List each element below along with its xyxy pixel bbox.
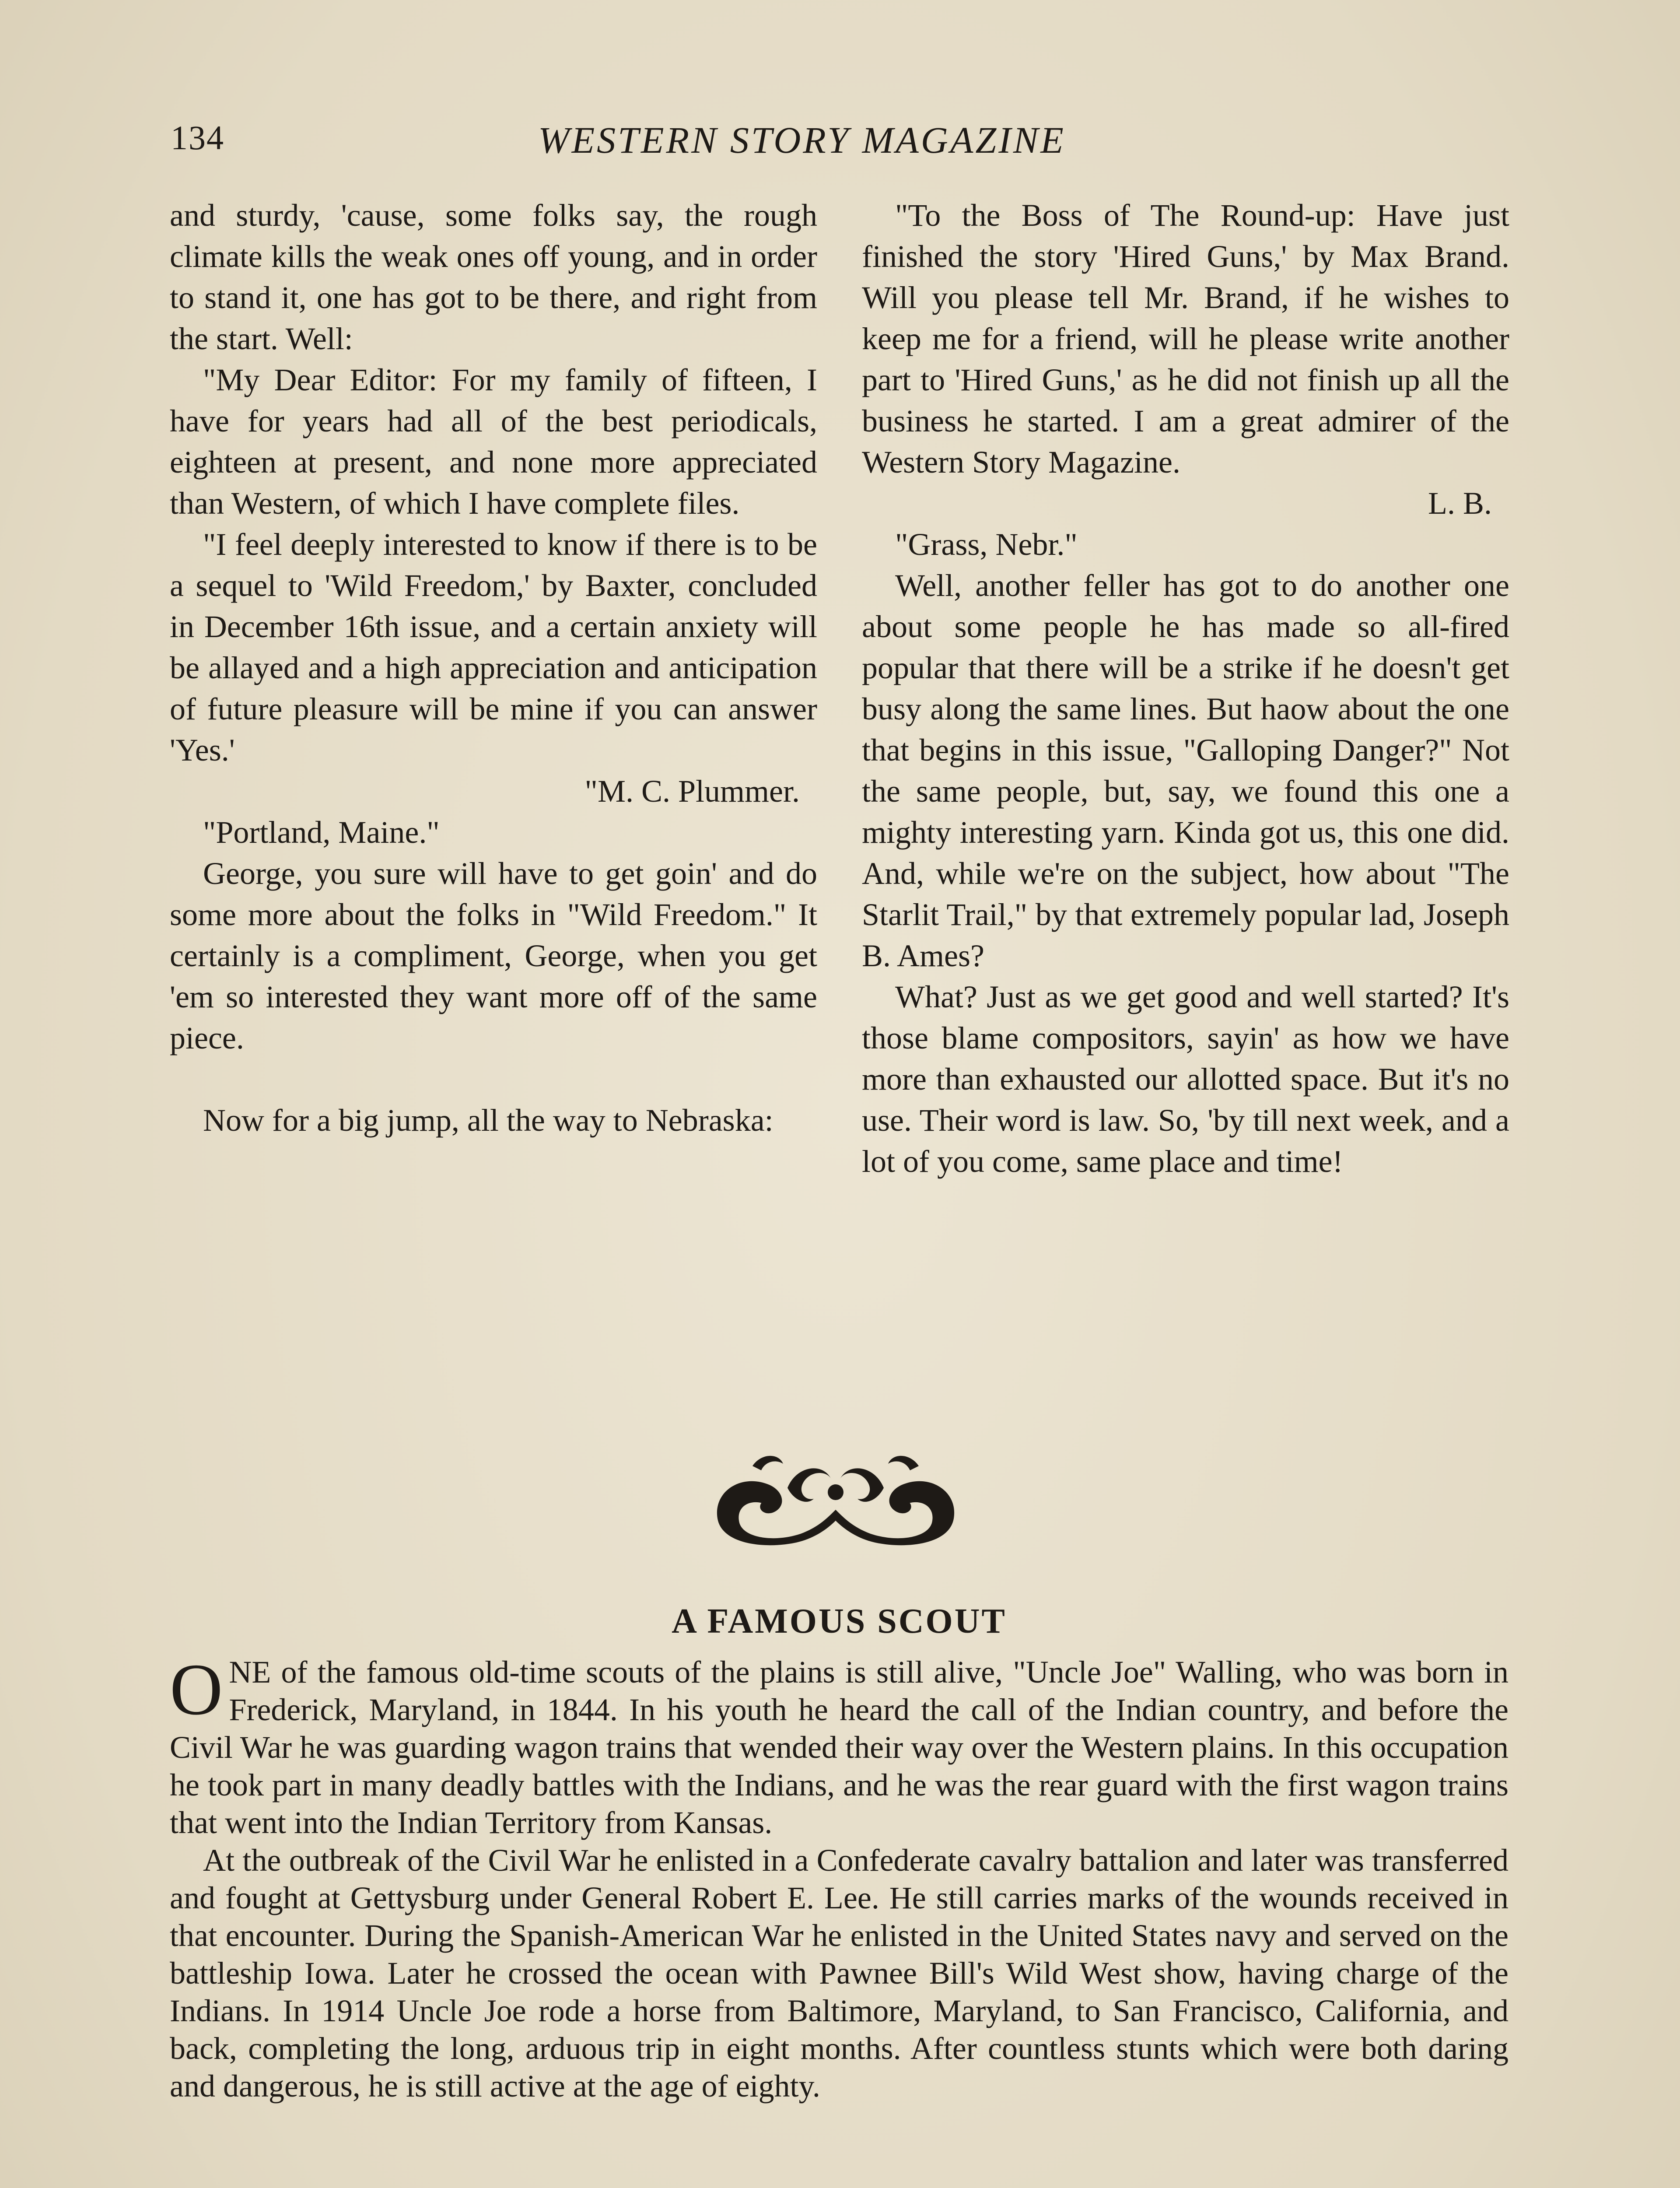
drop-cap: O [170,1649,223,1730]
letter-signature: "M. C. Plummer. [584,774,800,809]
page-header [171,118,1514,166]
right-paragraph-2: What? Just as we get good and well started? It's those blame compositors, sayin' as how we have more than exhausted our allotted space. But it's no use. Their word is law. So, 'by till next week, and a lot of you come, same place and time! [862,979,1509,1179]
article-paragraph-1-text: NE of the famous old-time scouts of the plains is still alive, "Uncle Joe" Walling, who was born in Frederick, Maryland, in 1844. In his youth he heard the call of the Indian country, and before the Civil War he was guarding wagon trains that wended their way over the Western plains. In this occupation he took part in many deadly battles with the Indians, and he was the rear guard with the first wagon trains that went into the Indian Territory from Kansas. [170,1655,1508,1840]
article-body [170,1649,1508,2105]
running-title: WESTERN STORY MAGAZINE [538,119,1066,161]
left-paragraph-1: and sturdy, 'cause, some folks say, the rough climate kills the weak ones off young, and in order to stand it, one has got to be there, and right from the start. Well: [170,198,817,356]
article-title: A FAMOUS SCOUT [672,1602,1007,1641]
right-letter-paragraph: "To the Boss of The Round-up: Have just finished the story 'Hired Guns,' by Max Brand. Will you please tell Mr. Brand, if he wishes to keep me for a friend, will he please write another part to 'Hired Guns,' as he did not finish up all the business he started. I am a great admirer of the Western Story Magazine. [862,198,1509,480]
left-column [170,195,817,1141]
right-column [862,195,1509,1182]
article-paragraph-2: At the outbreak of the Civil War he enlisted in a Confederate cavalry battalion and later was transferred and fought at Gettysburg under General Robert E. Lee. He still carries marks of the wounds received in that encounter. During the Spanish-American War he enlisted in the United States navy and served on the battleship Iowa. Later he crossed the ocean with Pawnee Bill's Wild West show, having charge of the Indians. In 1914 Uncle Joe rode a horse from Baltimore, Maryland, to San Francisco, California, and back, completing the long, arduous trip in eight months. After countless stunts which were both daring and dangerous, he is still active at the age of eighty. [170,1843,1508,2104]
left-letter-paragraph-1: "My Dear Editor: For my family of fifteen, I have for years had all of the best periodicals, eighteen at present, and none more appreciated than Western, of which I have complete files. [170,362,817,521]
letter-initials: L. B. [1428,486,1492,521]
left-paragraph-3: Now for a big jump, all the way to Nebraska: [203,1103,774,1138]
floral-scroll-ornament-icon [700,1440,971,1553]
left-paragraph-2: George, you sure will have to get goin' and do some more about the folks in "Wild Freedom." It certainly is a compliment, George, when you get 'em so interested they want more off of the same piece. [170,856,817,1055]
left-letter-paragraph-2: "I feel deeply interested to know if there is to be a sequel to 'Wild Freedom,' by Baxter, concluded in December 16th issue, and a certain anxiety will be allayed and a high appreciation and anticipation of future pleasure will be mine if you can answer 'Yes.' [170,527,817,768]
right-paragraph-1: Well, another feller has got to do another one about some people he has made so all-fired popular that there will be a strike if he doesn't get busy along the same lines. But haow about the one that begins in this issue, "Galloping Danger?" Not the same people, but, say, we found this one a mighty interesting yarn. Kinda got us, this one did. And, while we're on the subject, how about "The Starlit Trail," by that extremely popular lad, Joseph B. Ames? [862,568,1509,973]
page-number: 134 [171,119,224,157]
article-paragraph-1 [170,1649,1508,1841]
letter-place: "Portland, Maine." [203,815,440,850]
right-letter-place: "Grass, Nebr." [895,527,1078,562]
